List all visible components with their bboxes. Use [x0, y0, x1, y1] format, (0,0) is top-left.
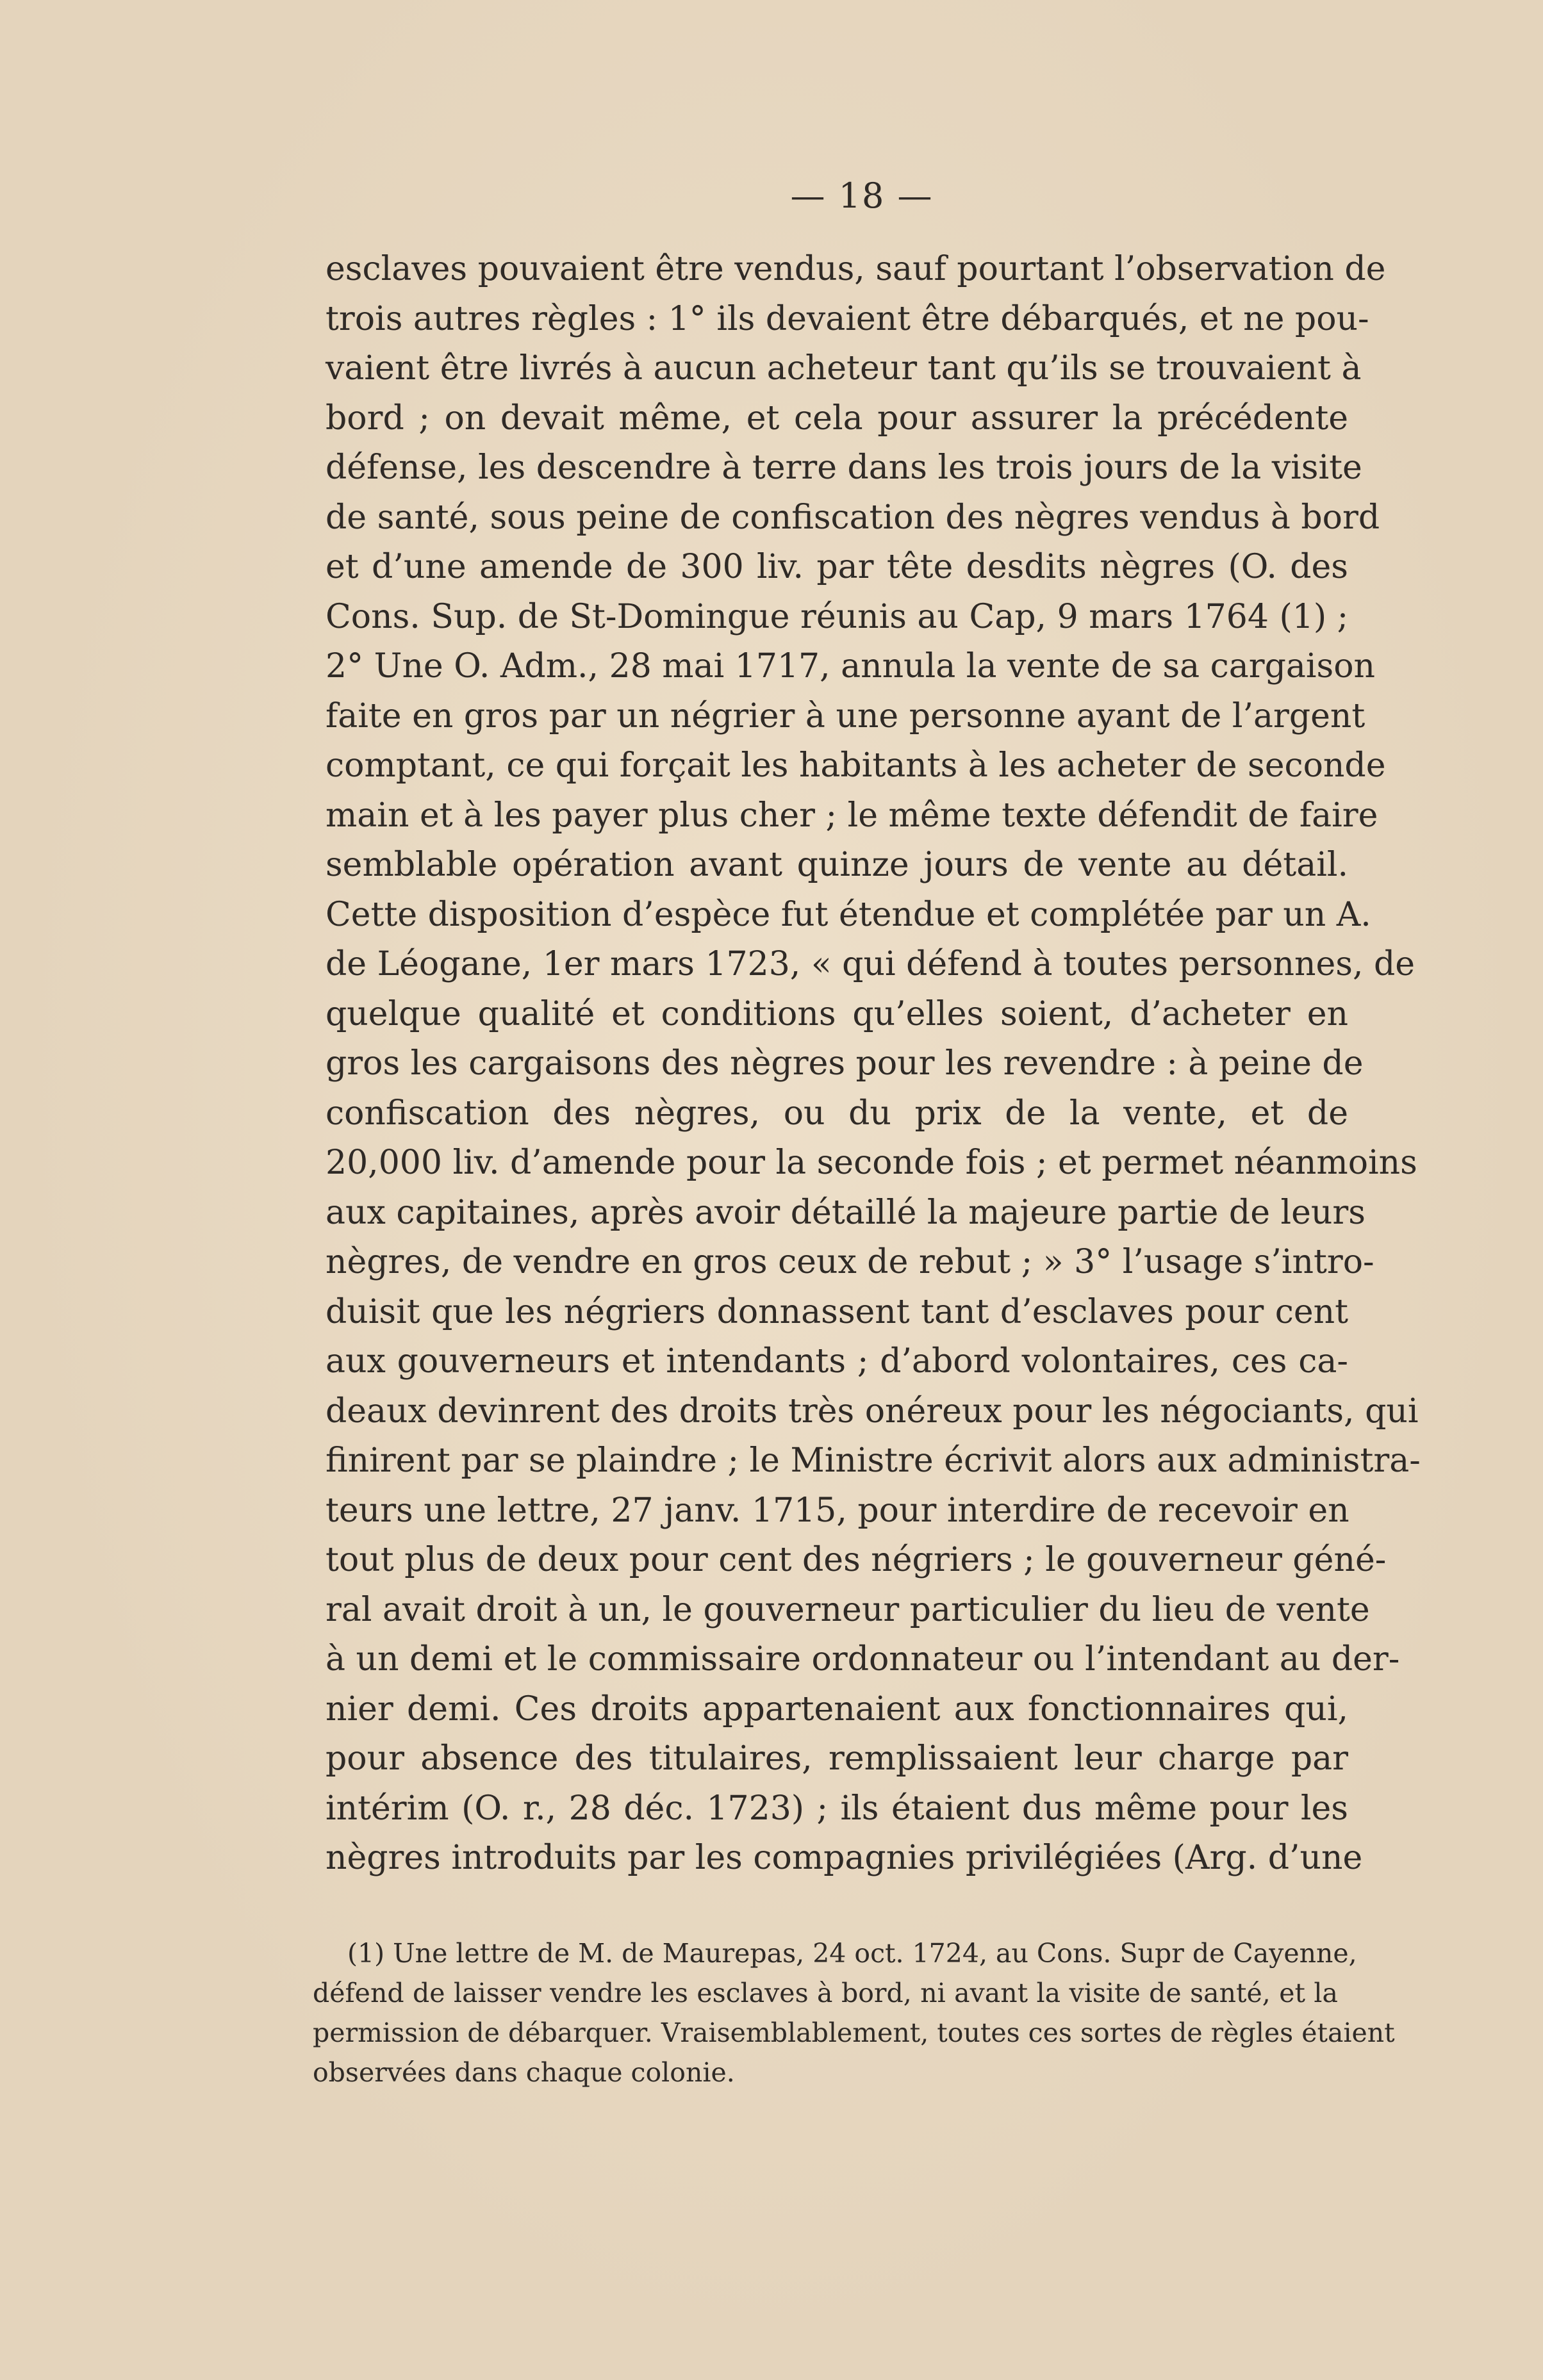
text-line: duisit que les négriers donnassent tant d’esclaves pour cent	[326, 1292, 1348, 1331]
footnote-line: observées dans chaque colonie.	[313, 2057, 735, 2088]
text-line: nègres introduits par les compagnies privilégiées (Arg. d’une	[326, 1839, 1363, 1877]
body-text	[326, 245, 1421, 1883]
text-line: aux gouverneurs et intendants ; d’abord volontaires, ces ca-	[326, 1342, 1348, 1381]
text-line: gros les cargaisons des nègres pour les revendre : à peine de	[326, 1044, 1364, 1083]
text-line: main et à les payer plus cher ; le même texte défendit de faire	[326, 796, 1378, 835]
page-number: — 18 —	[790, 176, 934, 216]
text-line: Cons. Sup. de St-Domingue réunis au Cap, 9 mars 1764 (1) ;	[326, 597, 1349, 636]
text-line: 20,000 liv. d’amende pour la seconde fois ; et permet néanmoins	[326, 1144, 1417, 1182]
text-line: 2° Une O. Adm., 28 mai 1717, annula la vente de sa cargaison	[326, 647, 1375, 685]
footnote-line: défend de laisser vendre les esclaves à bord, ni avant la visite de santé, et la	[313, 1978, 1338, 2008]
text-line: aux capitaines, après avoir détaillé la majeure partie de leurs	[326, 1193, 1366, 1232]
text-line: confiscation des nègres, ou du prix de la vente, et de	[326, 1094, 1348, 1133]
text-line: trois autres règles : 1° ils devaient être débarqués, et ne pou-	[326, 299, 1369, 338]
text-line: vaient être livrés à aucun acheteur tant qu’ils se trouvaient à	[326, 349, 1362, 388]
text-line: défense, les descendre à terre dans les trois jours de la visite	[326, 448, 1362, 487]
text-line: esclaves pouvaient être vendus, sauf pourtant l’observation de	[326, 250, 1386, 288]
text-line: nier demi. Ces droits appartenaient aux fonctionnaires qui,	[326, 1689, 1348, 1728]
text-line: et d’une amende de 300 liv. par tête desdits nègres (O. des	[326, 548, 1348, 586]
text-line: teurs une lettre, 27 janv. 1715, pour interdire de recevoir en	[326, 1491, 1349, 1530]
text-line: tout plus de deux pour cent des négriers ; le gouverneur géné-	[326, 1541, 1387, 1579]
text-line: finirent par se plaindre ; le Ministre écrivit alors aux administra-	[326, 1441, 1421, 1480]
text-line: de santé, sous peine de confiscation des nègres vendus à bord	[326, 498, 1380, 537]
text-line: pour absence des titulaires, remplissaient leur charge par	[326, 1739, 1348, 1778]
footnote-line: permission de débarquer. Vraisemblablement, toutes ces sortes de règles étaient	[313, 2017, 1395, 2048]
text-line: faite en gros par un négrier à une personne ayant de l’argent	[326, 696, 1366, 735]
text-line: intérim (O. r., 28 déc. 1723) ; ils étaient dus même pour les	[326, 1789, 1348, 1828]
text-line: Cette disposition d’espèce fut étendue et complétée par un A.	[326, 895, 1371, 934]
footnote	[313, 1933, 1395, 2092]
text-line: quelque qualité et conditions qu’elles soient, d’acheter en	[326, 994, 1348, 1033]
footnote-line: (1) Une lettre de M. de Maurepas, 24 oct. 1724, au Cons. Supr de Cayenne,	[347, 1938, 1357, 1969]
text-line: ral avait droit à un, le gouverneur particulier du lieu de vente	[326, 1590, 1370, 1629]
text-line: bord ; on devait même, et cela pour assurer la précédente	[326, 398, 1348, 438]
text-line: comptant, ce qui forçait les habitants à les acheter de seconde	[326, 746, 1386, 785]
text-line: nègres, de vendre en gros ceux de rebut ; » 3° l’usage s’intro-	[326, 1243, 1374, 1281]
text-line: deaux devinrent des droits très onéreux pour les négociants, qui	[326, 1391, 1419, 1431]
text-line: semblable opération avant quinze jours de vente au détail.	[326, 846, 1348, 884]
text-line: à un demi et le commissaire ordonnateur ou l’intendant au der-	[326, 1640, 1400, 1678]
text-line: de Léogane, 1er mars 1723, « qui défend à toutes personnes, de	[326, 945, 1415, 983]
